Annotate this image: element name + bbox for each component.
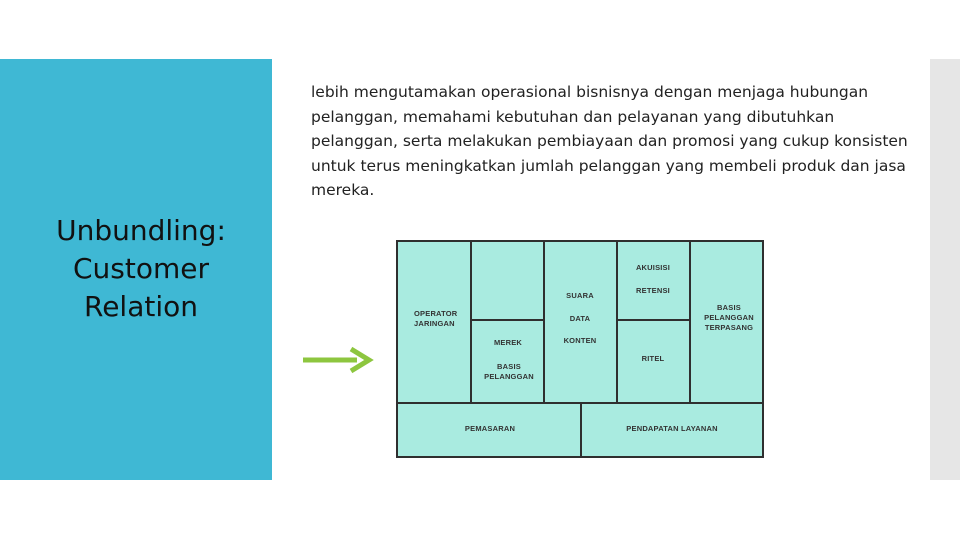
slide-body-text: lebih mengutamakan operasional bisnisnya dengan menjaga hubungan pelanggan, memahami kebutuhan dan pelayanan yang dibutuhkan pelanggan, serta melakukan pembiayaan dan promosi yang cukup konsisten untuk terus meningkatkan jumlah pelanggan yang membeli produk dan jasa mereka.: [311, 83, 908, 199]
right-arrow-icon: [301, 344, 375, 376]
cell-label-data: DATA: [569, 314, 591, 323]
cell-label-retensi: RETENSI: [636, 286, 670, 295]
canvas-divider: [470, 242, 472, 402]
cell-label-merek: MEREK: [493, 338, 523, 347]
cell-label-akuisisi: AKUISISI: [635, 263, 671, 272]
cell-label-konten: KONTEN: [563, 336, 597, 345]
canvas-divider: [470, 319, 545, 321]
canvas-divider: [616, 319, 691, 321]
business-model-canvas: [396, 240, 764, 458]
side-strip: [930, 59, 960, 480]
cell-label-suara: SUARA: [566, 291, 594, 300]
cell-label-pemasaran: PEMASARAN: [464, 424, 516, 433]
canvas-divider: [580, 402, 582, 456]
cell-label-basis-pelanggan: BASIS PELANGGAN: [484, 362, 534, 381]
cell-label-ritel: RITEL: [641, 354, 665, 363]
canvas-divider: [543, 242, 545, 402]
canvas-divider: [689, 242, 691, 402]
slide-title: Unbundling: Customer Relation: [56, 214, 226, 323]
cell-label-basis-pelanggan-terpasang: BASIS PELANGGAN TERPASANG: [704, 303, 754, 332]
cell-label-operator-jaringan: OPERATOR JARINGAN: [414, 309, 458, 328]
canvas-divider: [616, 242, 618, 402]
cell-label-pendapatan-layanan: PENDAPATAN LAYANAN: [626, 424, 718, 433]
